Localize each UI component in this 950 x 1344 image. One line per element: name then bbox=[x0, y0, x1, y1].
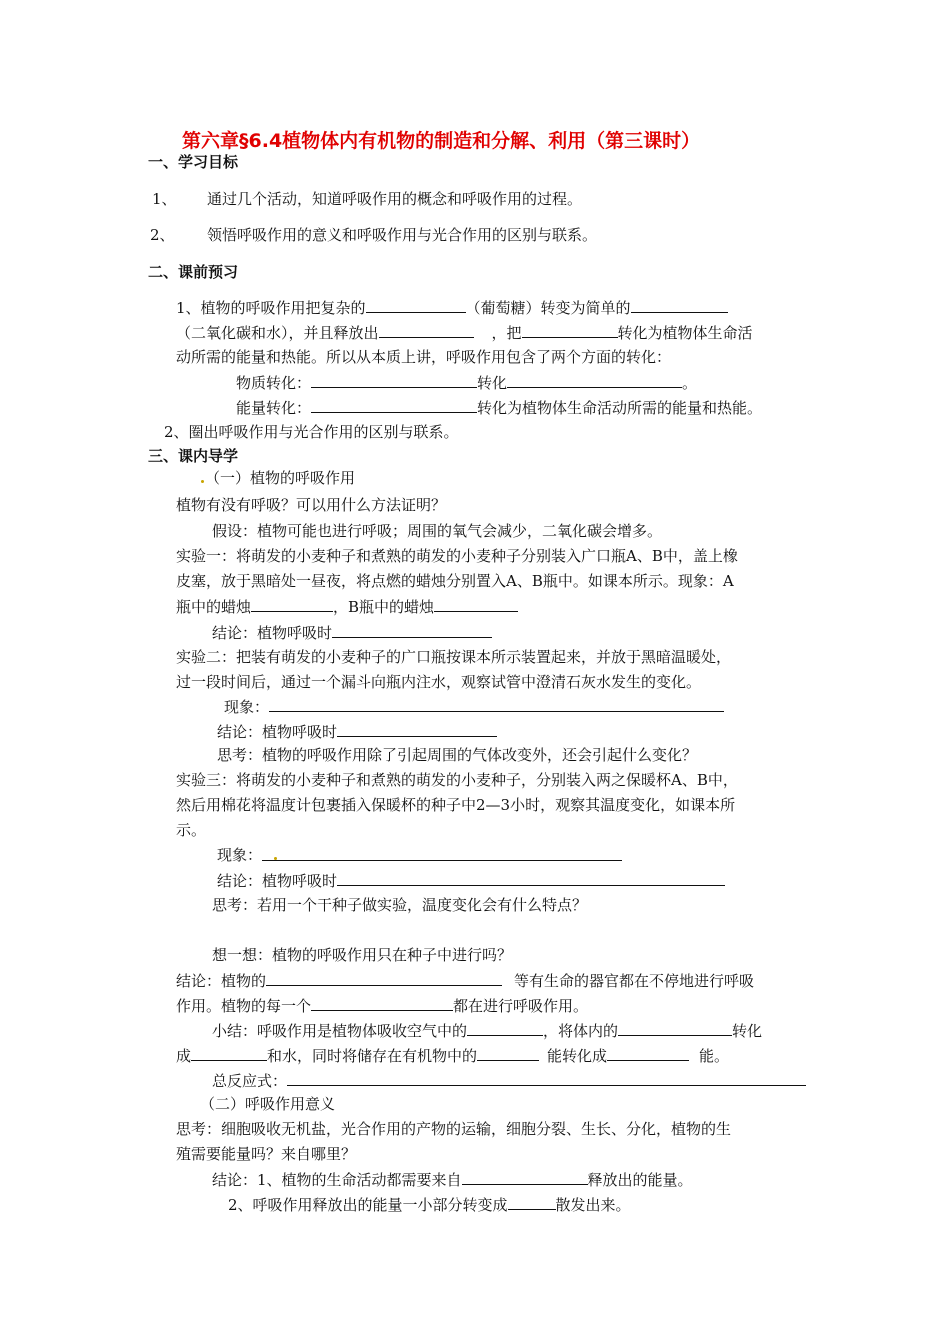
objective-1-number: 1、 bbox=[152, 190, 177, 208]
objective-2-text: 领悟呼吸作用的意义和呼吸作用与光合作用的区别与联系。 bbox=[207, 226, 598, 244]
energy-conversion-line: 能量转化： 转化为植物体生命活动所需的能量和热能。 bbox=[236, 399, 763, 417]
material-conversion-line: 物质转化： 转化 。 bbox=[236, 374, 698, 392]
blank-field[interactable] bbox=[618, 1020, 732, 1036]
think-question-1: 思考：植物的呼吸作用除了引起周围的气体改变外，还会引起什么变化？ bbox=[217, 746, 698, 764]
blank-field[interactable] bbox=[311, 995, 453, 1011]
blank-field[interactable] bbox=[462, 1169, 588, 1185]
blank-field[interactable] bbox=[337, 721, 497, 737]
experiment2-conclusion: 结论：植物呼吸时 bbox=[217, 721, 497, 742]
blank-field[interactable] bbox=[262, 845, 622, 861]
blank-field[interactable] bbox=[522, 322, 618, 338]
experiment3-line3: 示。 bbox=[176, 821, 207, 839]
mark-dot bbox=[274, 857, 277, 860]
blank-field[interactable] bbox=[366, 297, 466, 313]
blank-field[interactable] bbox=[434, 596, 518, 612]
blank-field[interactable] bbox=[508, 1194, 556, 1210]
document-title: 第六章§6.4植物体内有机物的制造和分解、利用（第三课时） bbox=[182, 130, 701, 152]
subsection-respiration-significance: （二）呼吸作用意义 bbox=[200, 1095, 336, 1113]
experiment3-line1: 实验三：将萌发的小麦种子和煮熟的萌发的小麦种子，分别装入两之保暖杯A、B中， bbox=[176, 771, 738, 789]
experiment3-line2: 然后用棉花将温度计包裹插入保暖杯的种子中2—3小时，观察其温度变化，如课本所 bbox=[176, 796, 736, 814]
section-heading-preview: 二、课前预习 bbox=[148, 263, 239, 281]
blank-field[interactable] bbox=[631, 297, 728, 313]
think-question-2: 思考：若用一个干种子做实验，温度变化会有什么特点？ bbox=[212, 896, 588, 914]
think-about-it: 想一想：植物的呼吸作用只在种子中进行吗？ bbox=[212, 946, 513, 964]
preview-q1-line2: （二氧化碳和水），并且释放出 ，把 转化为植物体生命活 bbox=[176, 324, 753, 342]
blank-field[interactable] bbox=[269, 696, 724, 712]
objective-2-number: 2、 bbox=[150, 226, 175, 244]
section-heading-class-guide: 三、课内导学 bbox=[148, 447, 239, 465]
experiment3-phenomenon: 现象： bbox=[217, 845, 622, 865]
experiment1-line1: 实验一：将萌发的小麦种子和煮熟的萌发的小麦种子分别装入广口瓶A、B中，盖上橡 bbox=[176, 547, 738, 565]
experiment3-conclusion: 结论：植物呼吸时 bbox=[217, 870, 725, 891]
conclusion-organs-line2: 作用。植物的每一个 都在进行呼吸作用。 bbox=[176, 997, 589, 1015]
blank-field[interactable] bbox=[251, 596, 333, 612]
blank-field[interactable] bbox=[311, 372, 477, 388]
summary-line1: 小结：呼吸作用是植物体吸收空气中的 ，将体内的 转化 bbox=[212, 1022, 763, 1040]
conclusion-energy-2: 2、呼吸作用释放出的能量一小部分转变成 散发出来。 bbox=[228, 1196, 631, 1214]
think-question-3-line2: 殖需要能量吗？来自哪里？ bbox=[176, 1145, 357, 1163]
blank-field[interactable] bbox=[477, 1045, 539, 1061]
blank-field[interactable] bbox=[467, 1020, 543, 1036]
preview-q2: 2、圈出呼吸作用与光合作用的区别与联系。 bbox=[164, 423, 459, 441]
preview-q1-line1: 1、植物的呼吸作用把复杂的 （葡萄糖）转变为简单的 bbox=[176, 297, 728, 318]
section-heading-objectives: 一、学习目标 bbox=[148, 153, 239, 171]
blank-field[interactable] bbox=[266, 970, 502, 986]
preview-q1-line3: 动所需的能量和热能。所以从本质上讲，呼吸作用包含了两个方面的转化： bbox=[176, 348, 672, 366]
conclusion-energy-1: 结论：1、植物的生命活动都需要来自 释放出的能量。 bbox=[212, 1171, 693, 1189]
mark-dot bbox=[201, 480, 204, 483]
experiment2-phenomenon: 现象： bbox=[224, 696, 724, 717]
overall-equation-line: 总反应式： bbox=[212, 1070, 806, 1091]
blank-field[interactable] bbox=[379, 322, 474, 338]
experiment1-line2: 皮塞，放于黑暗处一昼夜，将点燃的蜡烛分别置入A、B瓶中。如课本所示。现象：A bbox=[176, 572, 734, 590]
think-question-3-line1: 思考：细胞吸收无机盐，光合作用的产物的运输，细胞分裂、生长、分化，植物的生 bbox=[176, 1120, 732, 1138]
experiment1-conclusion: 结论：植物呼吸时 bbox=[212, 622, 492, 643]
objective-1-text: 通过几个活动，知道呼吸作用的概念和呼吸作用的过程。 bbox=[207, 190, 583, 208]
subsection-plant-respiration: （一）植物的呼吸作用 bbox=[200, 468, 355, 488]
blank-field[interactable] bbox=[191, 1045, 267, 1061]
guide-question: 植物有没有呼吸？可以用什么方法证明？ bbox=[176, 496, 447, 514]
experiment2-line1: 实验二：把装有萌发的小麦种子的广口瓶按课本所示装置起来，并放于黑暗温暖处， bbox=[176, 648, 732, 666]
experiment2-line2: 过一段时间后，通过一个漏斗向瓶内注水，观察试管中澄清石灰水发生的变化。 bbox=[176, 673, 702, 691]
blank-field[interactable] bbox=[287, 1070, 806, 1086]
blank-field[interactable] bbox=[607, 1045, 689, 1061]
experiment1-line3: 瓶中的蜡烛 ，B瓶中的蜡烛 bbox=[176, 596, 518, 617]
conclusion-organs-line1: 结论：植物的 等有生命的器官都在不停地进行呼吸 bbox=[176, 972, 755, 990]
summary-line2: 成 和水，同时将储存在有机物中的 能转化成 能。 bbox=[176, 1047, 730, 1065]
blank-field[interactable] bbox=[337, 870, 725, 886]
blank-field[interactable] bbox=[311, 397, 477, 413]
hypothesis: 假设：植物可能也进行呼吸；周围的氧气会减少，二氧化碳会增多。 bbox=[212, 522, 663, 540]
blank-field[interactable] bbox=[332, 622, 492, 638]
blank-field[interactable] bbox=[507, 372, 682, 388]
